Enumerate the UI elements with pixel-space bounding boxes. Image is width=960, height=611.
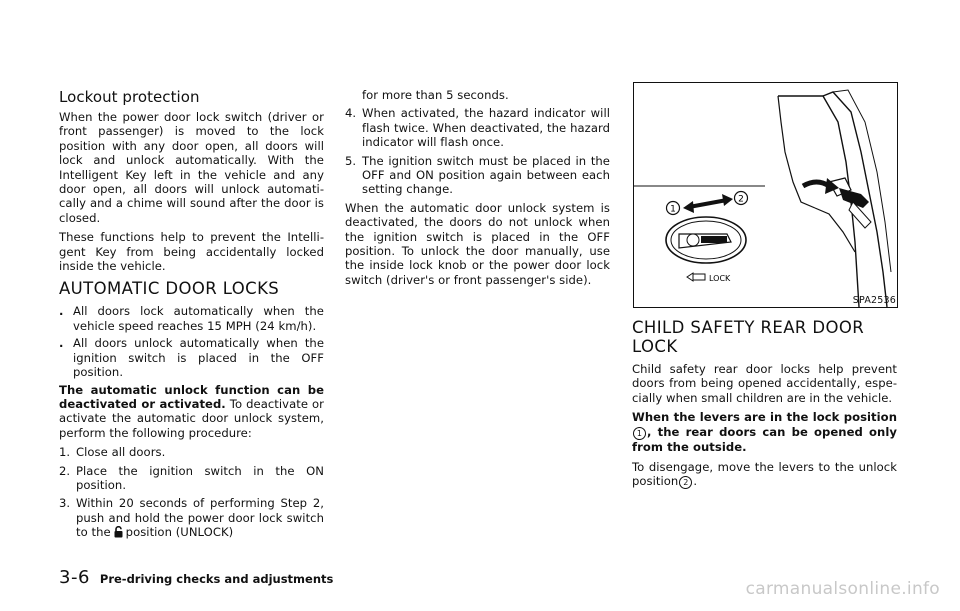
disengage-end: .: [693, 473, 698, 488]
page-footer: [59, 567, 333, 588]
marker-2-label: 2: [738, 194, 744, 205]
auto-unlock-bold: The automatic unlock function can be deactivated or activated.: [59, 382, 324, 411]
left-column: [59, 88, 324, 544]
step-text: Close all doors.: [76, 445, 166, 460]
step-number: 3.: [59, 496, 71, 511]
step-number: 4.: [345, 106, 357, 121]
bullet-text: All doors unlock automatically when the ignition switch is placed in the OFF position.: [73, 336, 324, 380]
lever-lock-bold-b: , the rear doors can be opened only from the outside.: [632, 424, 897, 455]
child-safety-paragraph-3: [632, 460, 897, 490]
lockout-protection-heading: Lockout protection: [59, 88, 200, 106]
step-text-part: Within 20 seconds of performing Step 2, push and hold the power door lock switch to the: [76, 496, 324, 540]
child-safety-paragraph-2: [632, 410, 897, 454]
step-item: [59, 445, 324, 459]
marker-2-inline: 2: [679, 476, 692, 489]
step-text: The ignition switch must be placed in the OFF and ON position again between each setting change.: [362, 153, 610, 197]
step-item: [345, 154, 610, 197]
bullet-mark: .: [59, 336, 64, 351]
step-text: When activated, the hazard indicator will flash twice. When deactivated, the hazard indicator will flash once.: [362, 106, 610, 150]
disengage-text: To disengage, move the levers to the unlock position: [632, 459, 897, 488]
step-number: 2.: [59, 463, 71, 478]
bullet-text: All doors lock automatically when the vehicle speed reaches 15 MPH (24 km/h).: [73, 304, 324, 333]
step-number: 5.: [345, 153, 357, 168]
child-lock-illustration: [633, 82, 898, 308]
step-text-part: position (UNLOCK): [125, 525, 234, 540]
figure-caption: SPA2536: [852, 295, 896, 306]
marker-1-inline: 1: [633, 427, 646, 440]
page-number: 3-6: [59, 567, 90, 588]
child-safety-heading: CHILD SAFETY REAR DOOR LOCK: [632, 318, 865, 356]
bullet-item: [59, 304, 324, 333]
step-text: Place the ignition switch in the ON position.: [76, 463, 324, 492]
bullet-mark: .: [59, 304, 64, 319]
auto-unlock-intro: [59, 383, 324, 441]
door-lock-diagram: [633, 82, 898, 308]
bullet-item: [59, 336, 324, 379]
lock-label: LOCK: [709, 274, 731, 283]
unlock-icon: [113, 526, 124, 538]
auto-unlock-rest: To deactivate or activate the automatic door unlock system, perform the following procedure:: [59, 396, 324, 440]
child-safety-paragraph-1: Child safety rear door locks help prevent doors from being opened accidentally, especially when small children are in the vehicle.: [632, 362, 897, 405]
lever-lock-bold-a: When the levers are in the lock position: [632, 410, 897, 425]
step-item: [59, 464, 324, 493]
step-3-continued: for more than 5 seconds.: [362, 88, 509, 102]
step-number: 1.: [59, 445, 71, 460]
middle-column: [345, 88, 610, 292]
marker-1-label: 1: [670, 204, 676, 215]
section-title: Pre-driving checks and adjustments: [99, 572, 334, 586]
step-text: [76, 496, 324, 539]
right-column: [632, 318, 897, 494]
watermark: carmanualsonline.info: [745, 579, 940, 599]
step-item: [59, 496, 324, 539]
deactivated-paragraph: When the automatic door unlock system is deactivated, the doors do not unlock when the ignition switch is placed in the OFF position. To unlock the door manually, use the inside lock knob or the power door lock switch (driver's or front passenger's side).: [345, 200, 610, 287]
automatic-door-locks-heading: AUTOMATIC DOOR LOCKS: [59, 279, 280, 299]
lockout-paragraph-1: When the power door lock switch (driver or front passenger) is moved to the lock position with any door open, all doors will lock and unlock automatically. With the Intelligent Key left in the vehicle and any door open, all doors will unlock automatically and a chime will sound after the door is closed.: [59, 110, 324, 225]
step-item: [345, 106, 610, 149]
lockout-paragraph-2: These functions help to prevent the Intelligent Key from being accidentally locked inside the vehicle.: [59, 230, 324, 274]
